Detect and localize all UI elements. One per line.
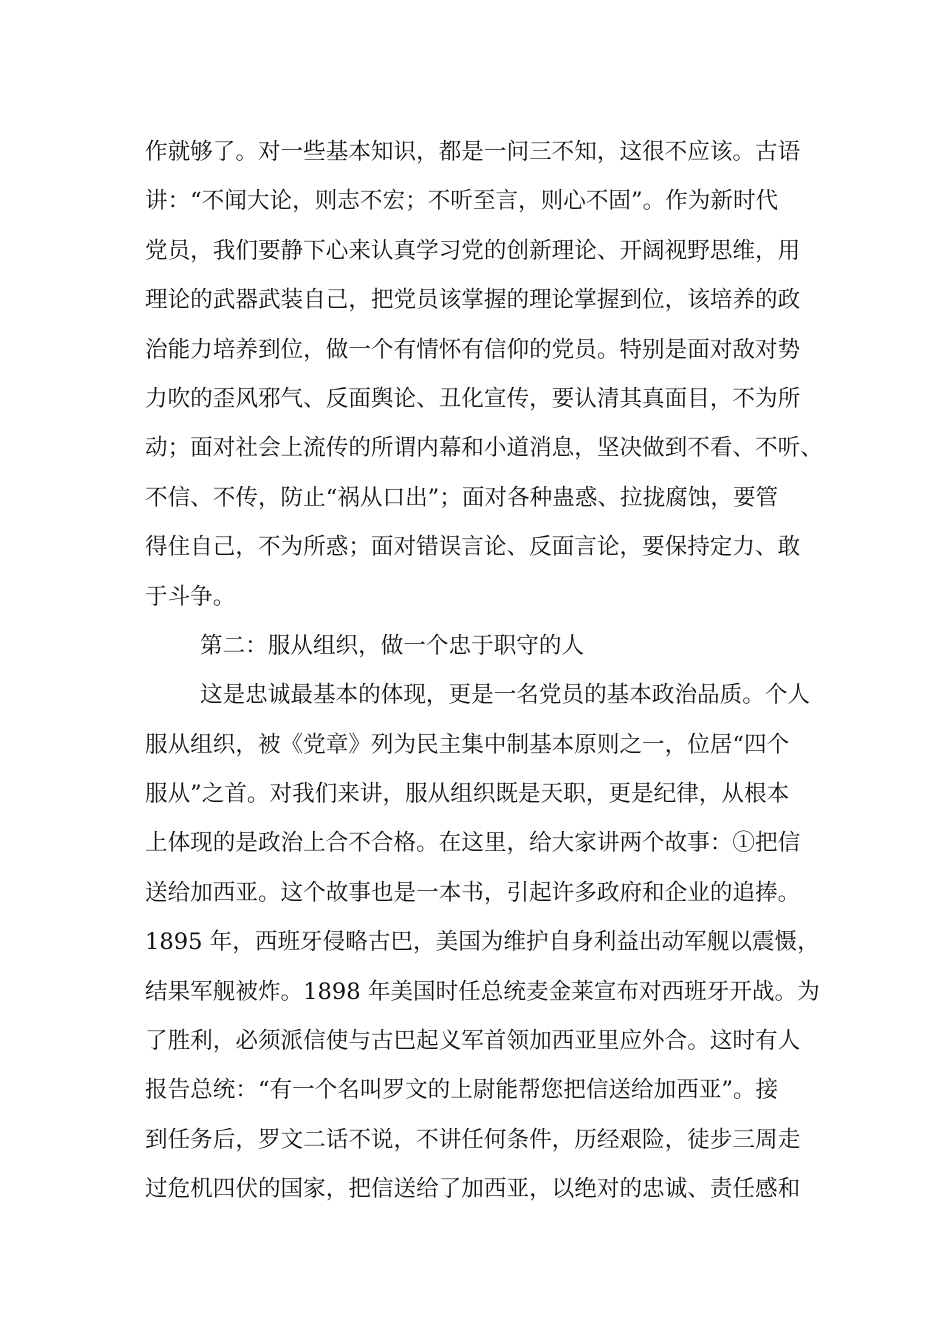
text-line: 服从组织，被《党章》列为民主集中制基本原则之一，位居“四个 — [145, 731, 790, 758]
body-text — [145, 128, 825, 1215]
text-line: 过危机四伏的国家，把信送给了加西亚，以绝对的忠诚、责任感和 — [145, 1176, 801, 1203]
text-line: 理论的武器武装自己，把党员该掌握的理论掌握到位，该培养的政 — [145, 287, 801, 314]
text-line: 服从”之首。对我们来讲，服从组织既是天职，更是纪律，从根本 — [145, 781, 790, 808]
text-line: 上体现的是政治上合不合格。在这里，给大家讲两个故事：①把信 — [145, 830, 801, 857]
text-line: 于斗争。 — [145, 583, 236, 610]
section-heading: 第二：服从组织，做一个忠于职守的人 — [200, 632, 585, 659]
text-line: 讲：“不闻大论，则志不宏；不听至言，则心不固”。作为新时代 — [145, 188, 779, 215]
text-line: 力吹的歪风邪气、反面舆论、丑化宣传，要认清其真面目，不为所 — [145, 385, 801, 412]
text-line: 党员，我们要静下心来认真学习党的创新理论、开阔视野思维，用 — [145, 237, 801, 264]
text-line: 了胜利，必须派信使与古巴起义军首领加西亚里应外合。这时有人 — [145, 1028, 801, 1055]
text-line: 治能力培养到位，做一个有情怀有信仰的党员。特别是面对敌对势 — [145, 336, 801, 363]
text-line: 送给加西亚。这个故事也是一本书，引起许多政府和企业的追捧。 — [145, 879, 801, 906]
text-line: 1895 年，西班牙侵略古巴，美国为维护自身利益出动军舰以震慑， — [145, 929, 820, 956]
text-line: 动；面对社会上流传的所谓内幕和小道消息，坚决做到不看、不听、 — [145, 435, 823, 462]
text-line: 得住自己，不为所惑；面对错误言论、反面言论，要保持定力、敢 — [145, 534, 801, 561]
paragraph-first-line: 这是忠诚最基本的体现，更是一名党员的基本政治品质。个人 — [200, 682, 811, 709]
text-line: 结果军舰被炸。1898 年美国时任总统麦金莱宣布对西班牙开战。为 — [145, 978, 820, 1005]
text-line: 报告总统：“有一个名叫罗文的上尉能帮您把信送给加西亚”。接 — [145, 1077, 779, 1104]
text-line: 到任务后，罗文二话不说，不讲任何条件，历经艰险，徒步三周走 — [145, 1126, 801, 1153]
text-line: 作就够了。对一些基本知识，都是一问三不知，这很不应该。古语 — [145, 139, 801, 165]
text-line: 不信、不传，防止“祸从口出”；面对各种蛊惑、拉拢腐蚀，要管 — [145, 484, 779, 511]
